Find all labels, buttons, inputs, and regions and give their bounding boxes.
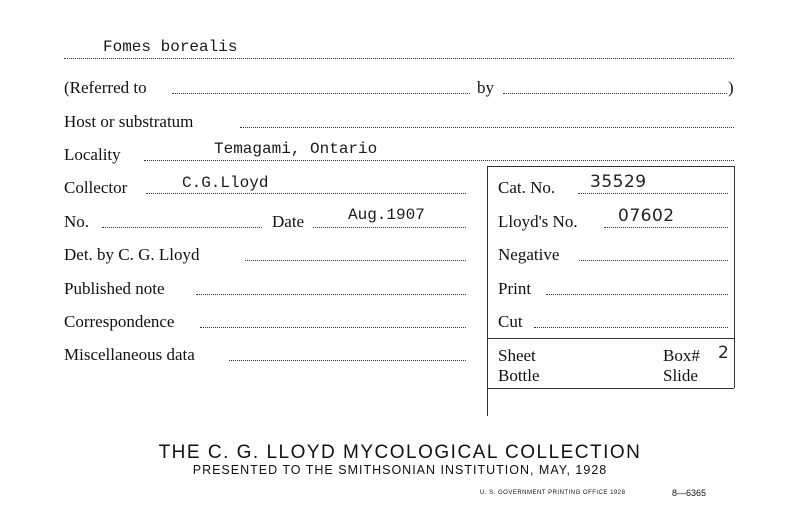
referred-to-line — [172, 93, 470, 94]
correspondence-line — [200, 327, 466, 328]
negative-line — [579, 260, 728, 261]
right-panel-divider — [487, 166, 488, 416]
cut-label: Cut — [498, 312, 523, 331]
collector-label: Collector — [64, 178, 128, 197]
cat-value: 35529 — [590, 172, 647, 192]
sheet-label: Sheet — [498, 346, 536, 365]
close-paren: ) — [728, 78, 734, 97]
cat-label: Cat. No. — [498, 178, 556, 197]
negative-label: Negative — [498, 245, 560, 264]
misc-line — [229, 360, 466, 361]
misc-label: Miscellaneous data — [64, 345, 195, 364]
slide-label: Slide — [663, 366, 698, 385]
no-line — [102, 227, 262, 228]
lloyds-line — [604, 227, 728, 228]
lloyds-value: 07602 — [618, 206, 675, 226]
date-value: Aug.1907 — [348, 206, 425, 224]
taxon-name: Fomes borealis — [103, 38, 238, 56]
print-label: Print — [498, 279, 532, 298]
referred-to-label: (Referred to — [64, 78, 147, 97]
cat-line — [578, 193, 728, 194]
det-line — [245, 260, 466, 261]
collector-value: C.G.Lloyd — [182, 174, 269, 192]
taxon-line — [64, 58, 734, 59]
host-label: Host or substratum — [64, 112, 194, 131]
collection-subtitle: PRESENTED TO THE SMITHSONIAN INSTITUTION, MAY, 1928 — [192, 463, 608, 477]
date-label: Date — [272, 212, 305, 231]
by-label: by — [477, 78, 494, 97]
form-number: 8—6365 — [672, 488, 707, 498]
cut-line — [534, 327, 728, 328]
date-line — [313, 227, 466, 228]
locality-label: Locality — [64, 145, 121, 164]
collector-line — [146, 193, 466, 194]
host-line — [240, 127, 734, 128]
by-line — [503, 93, 727, 94]
box-value: 2 — [718, 343, 730, 363]
right-panel-separator — [487, 338, 734, 339]
det-label: Det. by C. G. Lloyd — [64, 245, 200, 264]
right-panel-top — [487, 166, 734, 167]
published-line — [196, 294, 466, 295]
print-line — [546, 294, 728, 295]
locality-value: Temagami, Ontario — [214, 140, 378, 158]
published-label: Published note — [64, 279, 165, 298]
locality-line — [144, 160, 734, 161]
box-label: Box# — [663, 346, 700, 365]
lloyds-label: Lloyd's No. — [498, 212, 578, 231]
right-panel-bottom — [487, 388, 734, 389]
bottle-label: Bottle — [498, 366, 540, 385]
right-panel-right — [734, 166, 735, 388]
no-label: No. — [64, 212, 90, 231]
gpo-line: U. S. GOVERNMENT PRINTING OFFICE 1928 — [480, 490, 626, 496]
correspondence-label: Correspondence — [64, 312, 175, 331]
collection-title: THE C. G. LLOYD MYCOLOGICAL COLLECTION — [158, 442, 642, 463]
